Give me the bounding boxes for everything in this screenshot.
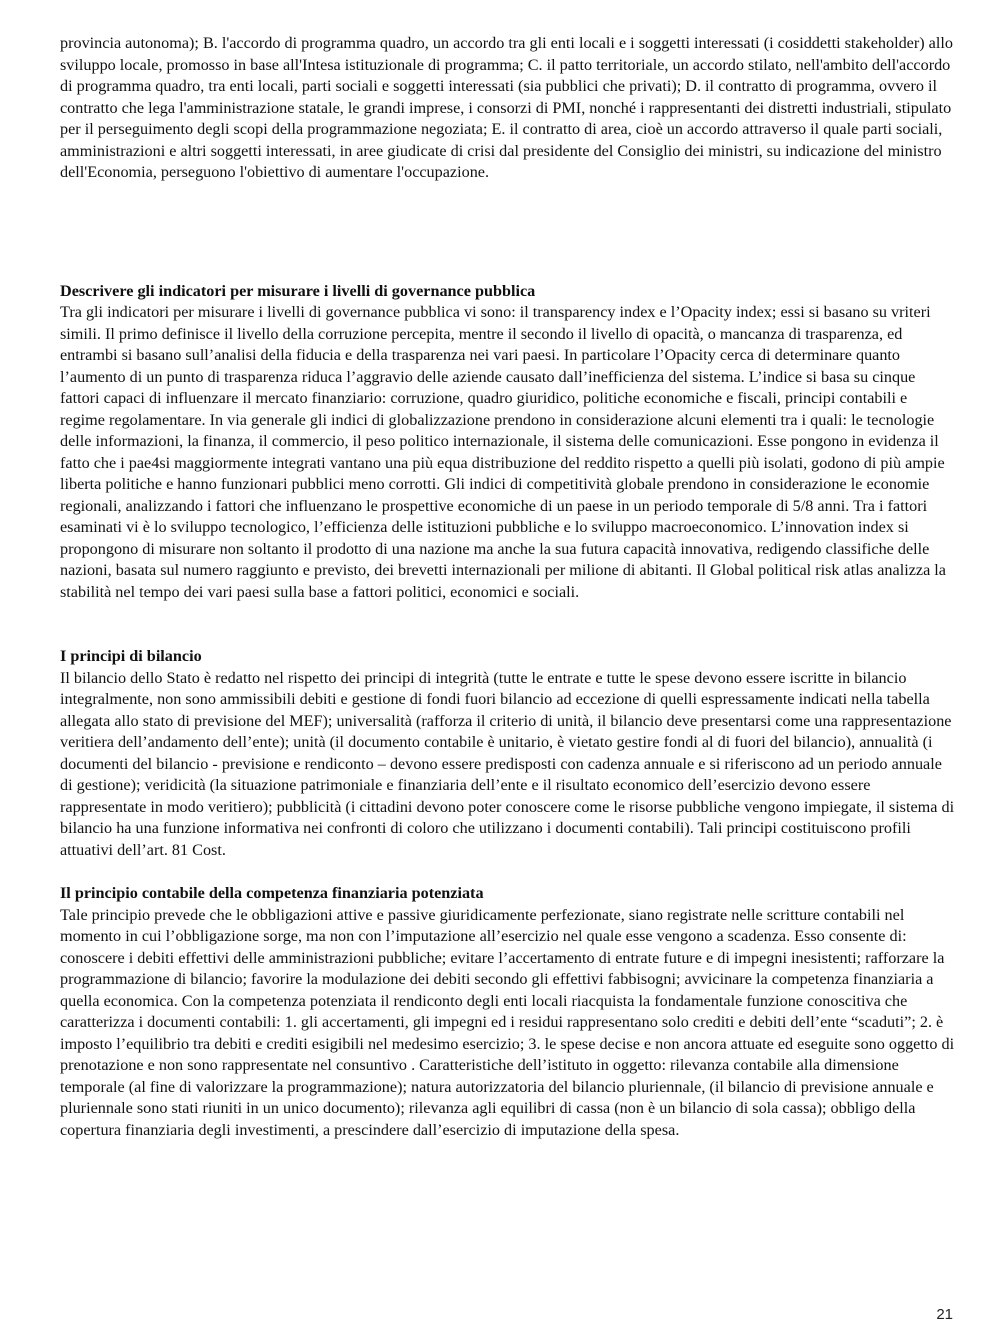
intro-paragraph: provincia autonoma); B. l'accordo di programma quadro, un accordo tra gli enti locali e i soggetti interessati (i cosiddetti stakeholder) allo sviluppo locale, promosso in base all'Intesa istituzionale di programma; C. il patto territoriale, un accordo stilato, nell'ambito dell'accordo di programma quadro, tra enti locali, parti sociali e soggetti interessati (sia pubblici che privati); D. il contratto di programma, ovvero il contratto che lega l'amministrazione statale, le grandi imprese, i consorzi di PMI, nonché i rappresentanti dei distretti industriali, stipulato per il perseguimento degli scopi della programmazione negoziata; E. il contratto di area, cioè un accordo attraverso il quale parti sociali, amministrazioni e altri soggetti interessati, in aree giudicate di crisi dal presidente del Consiglio dei ministri, su indicazione del ministro dell'Economia, perseguono l'obiettivo di aumentare l'occupazione. (60, 34, 953, 181)
section-competenza-potenziata (60, 883, 955, 1141)
section-governance (60, 281, 955, 604)
section-heading: Il principio contabile della competenza finanziaria potenziata (60, 884, 484, 902)
page-number: 21 (936, 1306, 953, 1323)
section-heading: Descrivere gli indicatori per misurare i livelli di governance pubblica (60, 281, 536, 300)
section-body: Tra gli indicatori per misurare i livelli di governance pubblica vi sono: il transparency index e l’Opacity index; essi si basano su vriteri simili. Il primo definisce il livello della corruzione percepita, mentre il secondo il livello di opacità, o mancanza di trasparenza, ed entrambi si basano sull’analisi della fiducia e della trasparenza nei vari paesi. In particolare l’Opacity cerca di determinare quanto l’aumento di un punto di trasparenza riduca l’aggravio delle aziende causato dall’inefficienza del sistema. L’indice si basa su cinque fattori capaci di influenzare il mercato finanziario: corruzione, quadro giuridico, politiche economiche e fiscali, principi contabili e regime regolamentare. In via generale gli indici di globalizzazione prendono in considerazione alcuni elementi tra i quali: le tecnologie delle informazioni, la finanza, il commercio, il peso politico internazionale, il sistema delle comunicazioni. Esse pongono in evidenza il fatto che i pae4si maggiormente integrati vantano una più equa distribuzione del reddito rispetto a quelli più isolati, godono di più ampie liberta politiche e hanno funzionari pubblici meno corrotti. Gli indici di competitività globale prendono in considerazione le economie regionali, analizzando i fattori che influenzano le prospettive economiche di un paese in un periodo temporale di 5/8 anni. Tra i fattori esaminati vi è lo sviluppo tecnologico, l’efficienza delle istituzioni pubbliche e lo sviluppo macroeconomico. L’innovation index si propongono di misurare non soltanto il prodotto di una nazione ma anche la sua futura capacità innovativa, redigendo classifiche delle nazioni, basata sul numero raggiunto e previsto, dei brevetti internazionali per milione di abitanti. Il Global political risk atlas analizza la stabilità nel tempo dei vari paesi sulla base a fattori politici, economici e sociali. (60, 303, 946, 601)
section-heading: I principi di bilancio (60, 647, 202, 665)
section-body: Il bilancio dello Stato è redatto nel rispetto dei principi di integrità (tutte le entrate e tutte le spese devono essere iscritte in bilancio integralmente, non sono ammissibili debiti e gestione di fondi fuori bilancio ad eccezione di quelli espressamente indicati nella tabella allegata allo stato di previsione del MEF); universalità (rafforza il criterio di unità, il bilancio deve presentarsi come una rappresentazione veritiera dell’andamento dell’ente); unità (il documento contabile è unitario, è vietato gestire fondi al di fuori del bilancio), annualità (i documenti del bilancio - previsione e rendiconto – devono essere predisposti con cadenza annuale e si riferiscono ad un periodo annuale di gestione); veridicità (la situazione patrimoniale e finanziaria dell’ente e il risultato economico dell’esercizio devono essere rappresentate in modo veritiero); pubblicità (i cittadini devono poter conoscere come le risorse pubbliche vengono impiegate, il sistema di bilancio ha una funzione informativa nei confronti di coloro che utilizzano i documenti contabili). Tali principi costituiscono profili attuativi dell’art. 81 Cost. (60, 668, 955, 859)
document-page (60, 33, 955, 1141)
section-principi-bilancio (60, 646, 955, 861)
section-body: Tale principio prevede che le obbligazioni attive e passive giuridicamente perfezionate, siano registrate nelle scritture contabili nel momento in cui l’obbligazione sorge, ma non con l’imputazione all’esercizio nel quale esse vengono a scadenza. Esso consente di: conoscere i debiti effettivi delle amministrazioni pubbliche; evitare l’accertamento di entrate future e di impegni inesistenti; rafforzare la programmazione di bilancio; favorire la modulazione dei debiti secondo gli effettivi fabbisogni; avvicinare la competenza finanziaria a quella economica. Con la competenza potenziata il rendiconto degli enti locali riacquista la fondamentale funzione conoscitiva che caratterizza i documenti contabili: 1. gli accertamenti, gli impegni ed i residui rappresentano solo crediti e debiti dell’ente “scaduti”; 2. è imposto l’equilibrio tra debiti e crediti esigibili nel medesimo esercizio; 3. le spese decise e non ancora attuate ed eseguite sono oggetto di prenotazione e non sono rappresentate nel consuntivo . Caratteristiche dell’istituto in oggetto: rilevanza contabile alla dimensione temporale (al fine di valorizzare la programmazione); natura autorizzatoria del bilancio pluriennale, (il bilancio di previsione annuale e pluriennale sono stati riuniti in un unico documento); rilevanza agli equilibri di cassa (non è un bilancio di sola cassa); obbligo della copertura finanziaria degli investimenti, a prescindere dall’esercizio di imputazione della spesa. (60, 905, 955, 1139)
